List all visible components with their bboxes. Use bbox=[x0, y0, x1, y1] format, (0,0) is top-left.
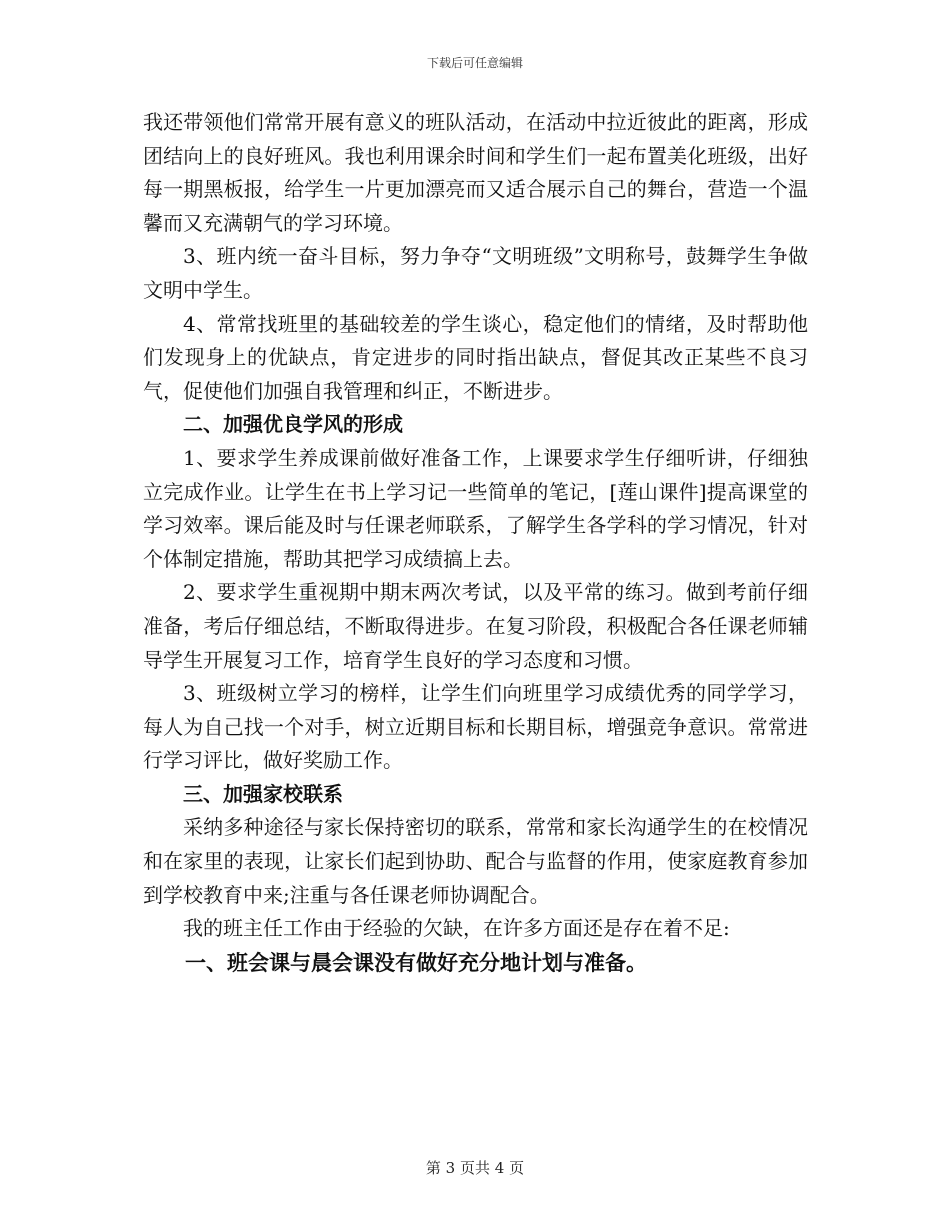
paragraph-6: 2、要求学生重视期中期末两次考试，以及平常的练习。做到考前仔细准备，考后仔细总结，不断取得进步。在复习阶段，积极配合各任课老师辅导学生开展复习工作，培育学生良好的学习态度和习惯。 bbox=[143, 580, 808, 672]
paragraph-2: 3、班内统一奋斗目标，努力争夺“文明班级”文明称号，鼓舞学生争做文明中学生。 bbox=[143, 244, 808, 302]
page-footer: 第 3 页共 4 页 bbox=[425, 1159, 525, 1177]
section-heading-2: 二、加强优良学风的形成 bbox=[183, 412, 403, 437]
section-heading-shortcoming-1: 一、班会课与晨会课没有做好充分地计划与准备。 bbox=[185, 949, 647, 975]
paragraph-7: 3、班级树立学习的榜样，让学生们向班里学习成绩优秀的同学学习，每人为自己找一个对手，树立近期目标和长期目标，增强竞争意识。常常进行学习评比，做好奖励工作。 bbox=[143, 681, 808, 773]
paragraph-1: 我还带领他们常常开展有意义的班队活动，在活动中拉近彼此的距离，形成团结向上的良好班风。我也利用课余时间和学生们一起布置美化班级，出好每一期黑板报，给学生一片更加漂亮而又适合展示自己的舞台，营造一个温馨而又充满朝气的学习环境。 bbox=[143, 110, 808, 235]
paragraph-10: 我的班主任工作由于经验的欠缺，在许多方面还是存在着不足: bbox=[183, 916, 730, 941]
paragraph-9: 采纳多种途径与家长保持密切的联系，常常和家长沟通学生的在校情况和在家里的表现，让家长们起到协助、配合与监督的作用，使家庭教育参加到学校教育中来;注重与各任课老师协调配合。 bbox=[143, 815, 808, 907]
paragraph-3: 4、常常找班里的基础较差的学生谈心，稳定他们的情绪，及时帮助他们发现身上的优缺点，肯定进步的同时指出缺点，督促其改正某些不良习气，促使他们加强自我管理和纠正，不断进步。 bbox=[143, 311, 808, 403]
page-header: 下载后可任意编辑 bbox=[426, 56, 523, 70]
document-body bbox=[143, 106, 808, 979]
section-heading-3: 三、加强家校联系 bbox=[183, 781, 343, 806]
paragraph-5: 1、要求学生养成课前做好准备工作，上课要求学生仔细听讲，仔细独立完成作业。让学生在书上学习记一些简单的笔记，[莲山课件]提高课堂的学习效率。课后能及时与任课老师联系，了解学生各学科的学习情况，针对个体制定措施，帮助其把学习成绩搞上去。 bbox=[143, 445, 808, 571]
